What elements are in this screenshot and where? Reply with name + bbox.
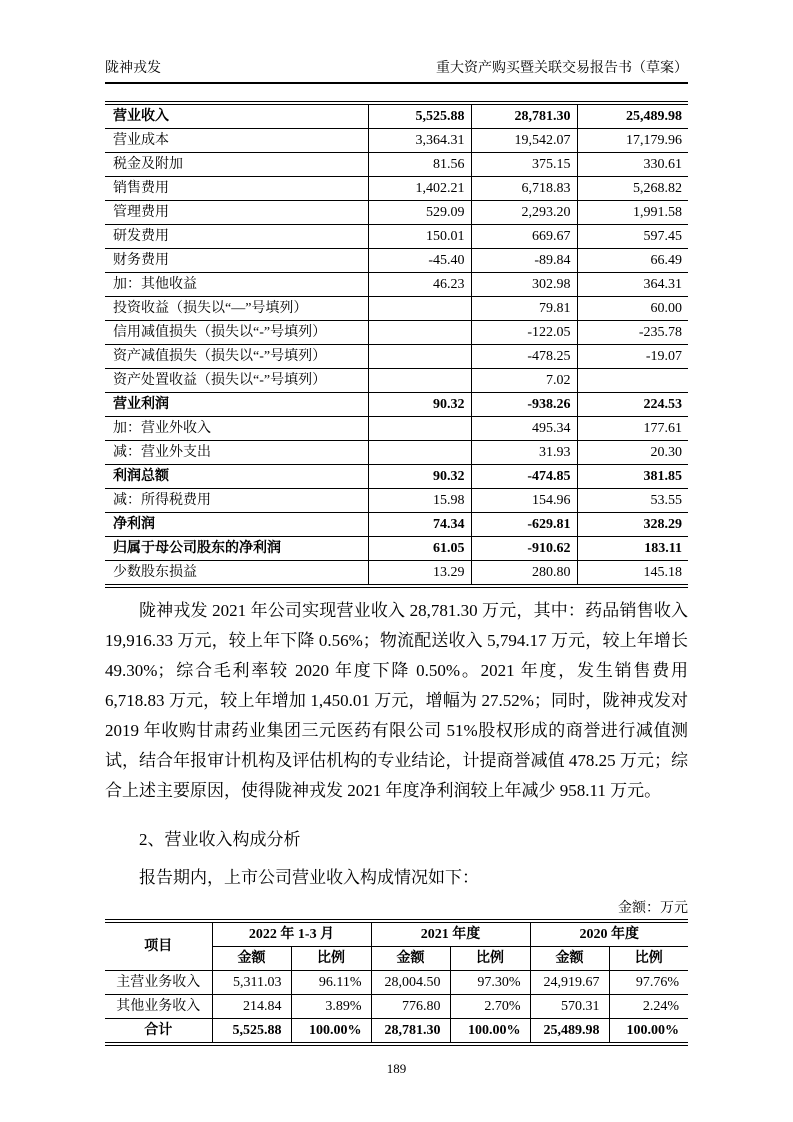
value-cell: 145.18 [643,565,682,580]
item-label: 利润总额 [105,465,368,489]
value-cell: 224.53 [577,393,688,417]
value-cell: 97.76% [609,971,688,995]
item-label: 合计 [105,1019,212,1045]
value-cell: 375.15 [471,153,577,177]
income-statement-table [105,101,688,588]
revenue-header-row-groups [105,921,688,947]
item-label: 销售费用 [105,177,368,201]
value-cell: 97.30% [450,971,530,995]
value-cell: 28,004.50 [371,971,450,995]
value-cell: 66.49 [577,249,688,273]
value-cell: 61.05 [368,537,471,561]
item-label: 营业利润 [105,393,368,417]
value-cell: -235.78 [577,321,688,345]
value-cell: 5,311.03 [212,971,291,995]
header-right-text: 重大资产购买暨关联交易报告书（草案） [436,61,688,76]
item-label: 加：其他收益 [105,273,368,297]
subheader-amount: 金额 [212,947,291,971]
value-cell: 81.56 [368,153,471,177]
value-cell: 1,402.21 [368,177,471,201]
value-cell: 214.84 [212,995,291,1019]
item-label: 少数股东损益 [105,561,368,587]
value-cell [368,321,471,345]
value-cell: 364.31 [577,273,688,297]
subheader-ratio: 比例 [291,947,371,971]
value-cell: 20.30 [577,441,688,465]
subheader-amount: 金额 [371,947,450,971]
value-cell: -938.26 [471,393,577,417]
value-cell: -629.81 [471,513,577,537]
income-row [105,153,688,177]
value-cell: 90.32 [368,393,471,417]
value-cell: -89.84 [471,249,577,273]
column-header-item: 项目 [105,921,212,971]
value-cell [368,441,471,465]
income-row [105,369,688,393]
revenue-row [105,1019,688,1045]
income-row [105,177,688,201]
item-label: 信用减值损失（损失以“-”号填列） [105,321,368,345]
income-row [105,225,688,249]
income-row [105,129,688,153]
value-cell: 25,489.98 [577,103,688,129]
item-label: 主营业务收入 [105,971,212,995]
value-cell: -474.85 [471,465,577,489]
revenue-table-header [105,921,688,971]
item-label: 净利润 [105,513,368,537]
income-row [105,441,688,465]
value-cell [577,369,688,393]
value-cell [368,345,471,369]
value-cell [368,417,471,441]
value-cell: 1,991.58 [577,201,688,225]
value-cell: 330.61 [577,153,688,177]
value-cell: 2.70% [450,995,530,1019]
value-cell: 5,525.88 [212,1019,291,1045]
income-row [105,537,688,561]
value-cell: 328.29 [577,513,688,537]
value-cell: 3.89% [291,995,371,1019]
income-row [105,103,688,129]
value-cell: 669.67 [471,225,577,249]
value-cell [368,297,471,321]
value-cell: 150.01 [368,225,471,249]
value-cell: 5,525.88 [368,103,471,129]
income-row [105,489,688,513]
value-cell: 25,489.98 [530,1019,609,1045]
item-label: 资产处置收益（损失以“-”号填列） [105,369,368,393]
item-label: 营业收入 [105,103,368,129]
header-left-text: 陇神戎发 [105,61,161,76]
value-cell: 177.61 [577,417,688,441]
value-cell: 90.32 [368,465,471,489]
value-cell: -478.25 [471,345,577,369]
value-cell: 7.02 [471,369,577,393]
value-cell: 183.11 [577,537,688,561]
revenue-table-body [105,971,688,1045]
value-cell: 100.00% [450,1019,530,1045]
value-cell: 100.00% [291,1019,371,1045]
value-cell: 776.80 [371,995,450,1019]
page-number: 189 [386,1061,407,1076]
value-cell: 6,718.83 [471,177,577,201]
item-label: 减：营业外支出 [105,441,368,465]
value-cell: 2.24% [609,995,688,1019]
item-label: 减：所得税费用 [105,489,368,513]
value-cell: -122.05 [471,321,577,345]
income-row [105,393,688,417]
value-cell: 19,542.07 [471,129,577,153]
value-cell: -45.40 [368,249,471,273]
value-cell: 280.80 [471,561,577,587]
value-cell: 495.34 [471,417,577,441]
value-cell: 15.98 [368,489,471,513]
value-cell: 154.96 [471,489,577,513]
income-statement-body [105,103,688,586]
value-cell: 74.34 [368,513,471,537]
value-cell: 597.45 [577,225,688,249]
value-cell: 24,919.67 [530,971,609,995]
value-cell: 570.31 [530,995,609,1019]
value-cell: 3,364.31 [368,129,471,153]
income-row [105,513,688,537]
income-row [105,249,688,273]
item-label: 加：营业外收入 [105,417,368,441]
value-cell: 13.29 [368,561,471,587]
item-label: 研发费用 [105,225,368,249]
revenue-row [105,995,688,1019]
item-label: 其他业务收入 [105,995,212,1019]
page-header [105,57,688,84]
income-row [105,273,688,297]
value-cell: 31.93 [471,441,577,465]
value-cell: 28,781.30 [471,103,577,129]
value-cell: 53.55 [577,489,688,513]
revenue-composition-table [105,919,688,1046]
analysis-paragraph: 陇神戎发 2021 年公司实现营业收入 28,781.30 万元，其中：药品销售收入 19,916.33 万元，较上年下降 0.56%；物流配送收入 5,794.17 万元，较上年增长 49.30%；综合毛利率较 2020 年度下降 0.50%。2021 年度，发生销售费用 6,718.83 万元，较上年增加 1,450.01 万元，增幅为 27.52%；同时，陇神戎发对 2019 年收购甘肃药业集团三元医药有限公司 51%股权形成的商誉进行减值测试，结合年报审计机构及评估机构的专业结论，计提商誉减值 478.25 万元；综合上述主要原因，使得陇神戎发 2021 年度净利润较上年减少 958.11 万元。 [105,601,688,800]
value-cell: 96.11% [291,971,371,995]
section-heading: 2、营业收入构成分析 [139,830,301,849]
subheader-ratio: 比例 [609,947,688,971]
income-row [105,321,688,345]
item-label: 税金及附加 [105,153,368,177]
income-row [105,417,688,441]
value-cell: 5,268.82 [577,177,688,201]
income-row [105,561,688,587]
value-cell: 17,179.96 [577,129,688,153]
item-label: 财务费用 [105,249,368,273]
value-cell: 2,293.20 [471,201,577,225]
income-row [105,297,688,321]
unit-note: 金额：万元 [618,901,688,916]
value-cell: 28,781.30 [371,1019,450,1045]
column-group-2022: 2022 年 1-3 月 [212,921,371,947]
value-cell: 60.00 [577,297,688,321]
value-cell: 46.23 [368,273,471,297]
income-row [105,201,688,225]
value-cell [368,369,471,393]
value-cell: -19.07 [577,345,688,369]
item-label: 归属于母公司股东的净利润 [105,537,368,561]
subheader-ratio: 比例 [450,947,530,971]
value-cell: 529.09 [368,201,471,225]
item-label: 投资收益（损失以“—”号填列） [105,297,368,321]
income-row [105,465,688,489]
subheader-amount: 金额 [530,947,609,971]
section-intro: 报告期内，上市公司营业收入构成情况如下： [139,868,479,887]
value-cell: -910.62 [471,537,577,561]
value-cell: 79.81 [471,297,577,321]
value-cell: 381.85 [577,465,688,489]
income-row [105,345,688,369]
column-group-2021: 2021 年度 [371,921,530,947]
revenue-row [105,971,688,995]
item-label: 资产减值损失（损失以“-”号填列） [105,345,368,369]
item-label: 管理费用 [105,201,368,225]
value-cell: 302.98 [471,273,577,297]
item-label: 营业成本 [105,129,368,153]
column-group-2020: 2020 年度 [530,921,688,947]
value-cell: 100.00% [626,1023,680,1038]
